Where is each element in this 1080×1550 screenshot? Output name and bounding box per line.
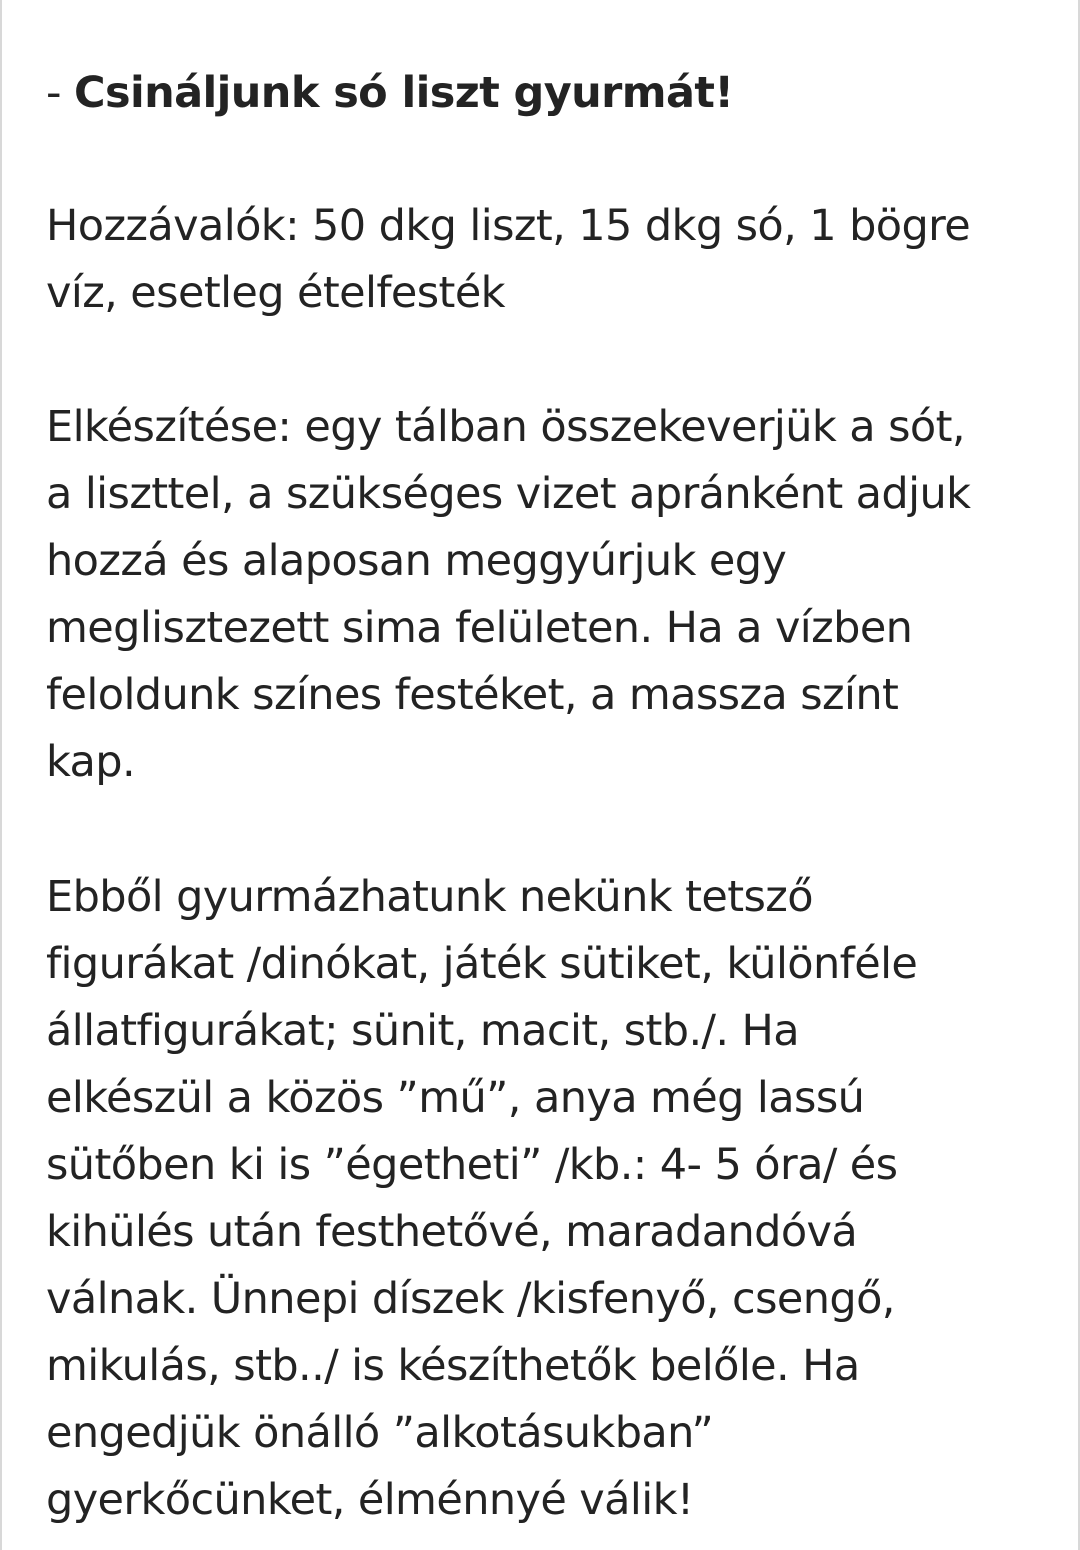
usage-line-8: mikulás, stb../ is készíthetők belőle. Ha: [46, 1341, 860, 1391]
ingredients-paragraph: [46, 193, 1046, 327]
preparation-paragraph: [46, 394, 1046, 796]
usage-line-7: válnak. Ünnepi díszek /kisfenyő, csengő,: [46, 1274, 895, 1324]
usage-line-9: engedjük önálló ”alkotásukban”: [46, 1408, 714, 1458]
preparation-line-5: feloldunk színes festéket, a massza színt: [46, 670, 899, 720]
title-text: Csináljunk só liszt gyurmát!: [74, 68, 734, 118]
page-title: [46, 60, 1046, 127]
usage-paragraph: [46, 864, 1046, 1534]
ingredients-line-1: Hozzávalók: 50 dkg liszt, 15 dkg só, 1 bögre: [46, 201, 971, 251]
usage-line-6: kihülés után festhetővé, maradandóvá: [46, 1207, 858, 1257]
usage-line-10: gyerkőcünket, élménnyé válik!: [46, 1475, 694, 1525]
document-content: [46, 60, 1046, 1534]
usage-line-3: állatfigurákat; sünit, macit, stb./. Ha: [46, 1006, 800, 1056]
title-prefix: -: [46, 68, 74, 118]
usage-line-4: elkészül a közös ”mű”, anya még lassú: [46, 1073, 865, 1123]
usage-line-5: sütőben ki is ”égetheti” /kb.: 4- 5 óra/ és: [46, 1140, 898, 1190]
preparation-line-1: Elkészítése: egy tálban összekeverjük a sót,: [46, 402, 965, 452]
preparation-line-3: hozzá és alaposan meggyúrjuk egy: [46, 536, 787, 586]
ingredients-line-2: víz, esetleg ételfesték: [46, 268, 505, 318]
preparation-line-6: kap.: [46, 737, 136, 787]
usage-line-1: Ebből gyurmázhatunk nekünk tetsző: [46, 872, 813, 922]
preparation-line-4: meglisztezett sima felületen. Ha a vízben: [46, 603, 913, 653]
left-edge-divider: [0, 0, 2, 1550]
usage-line-2: figurákat /dinókat, játék sütiket, különféle: [46, 939, 918, 989]
preparation-line-2: a liszttel, a szükséges vizet apránként adjuk: [46, 469, 971, 519]
